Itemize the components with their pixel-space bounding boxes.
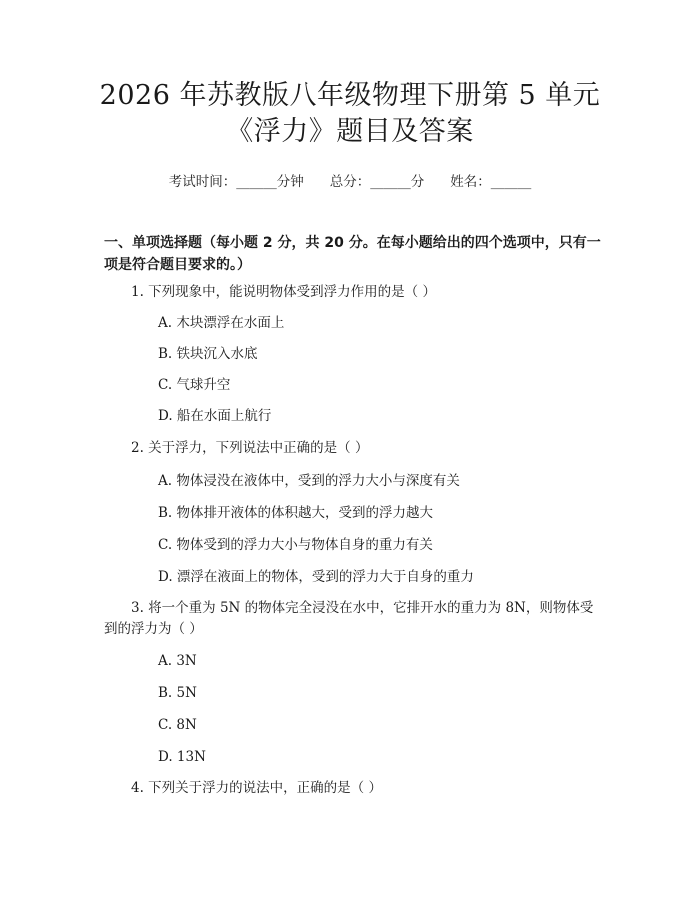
section-heading-single-choice: 一、单项选择题（每小题 2 分，共 20 分。在每小题给出的四个选项中，只有一项是符合题目要求的。）	[104, 235, 601, 273]
question-3-option-d: D. 13N	[158, 749, 206, 765]
question-3-option-a: A. 3N	[158, 653, 197, 669]
question-2-option-a: A. 物体浸没在液体中，受到的浮力大小与深度有关	[158, 473, 460, 489]
question-1-option-a: A. 木块漂浮在水面上	[158, 315, 285, 331]
question-3-option-b: B. 5N	[158, 685, 197, 701]
question-3-text: 3. 将一个重为 5N 的物体完全浸没在水中，它排开水的重力为 8N，则物体受到的浮力为（ ）	[104, 600, 594, 637]
exam-meta-line	[0, 170, 700, 190]
total-score-field: 总分：______分	[329, 174, 425, 190]
question-1-option-d: D. 船在水面上航行	[158, 408, 272, 424]
question-1-option-c: C. 气球升空	[158, 377, 231, 393]
exam-time-field: 考试时间：______分钟	[168, 174, 304, 190]
question-3-option-c: C. 8N	[158, 717, 197, 733]
question-4-text: 4. 下列关于浮力的说法中，正确的是（ ）	[131, 780, 382, 796]
student-name-field: 姓名：______	[450, 174, 532, 190]
question-2-option-b: B. 物体排开液体的体积越大，受到的浮力越大	[158, 505, 434, 521]
question-2-option-d: D. 漂浮在液面上的物体，受到的浮力大于自身的重力	[158, 569, 474, 585]
question-1-option-b: B. 铁块沉入水底	[158, 346, 258, 362]
question-2-text: 2. 关于浮力，下列说法中正确的是（ ）	[131, 440, 369, 456]
question-1-text: 1. 下列现象中，能说明物体受到浮力作用的是（ ）	[131, 284, 436, 300]
document-title: 2026 年苏教版八年级物理下册第 5 单元《浮力》题目及答案	[99, 80, 601, 147]
question-2-option-c: C. 物体受到的浮力大小与物体自身的重力有关	[158, 537, 433, 553]
